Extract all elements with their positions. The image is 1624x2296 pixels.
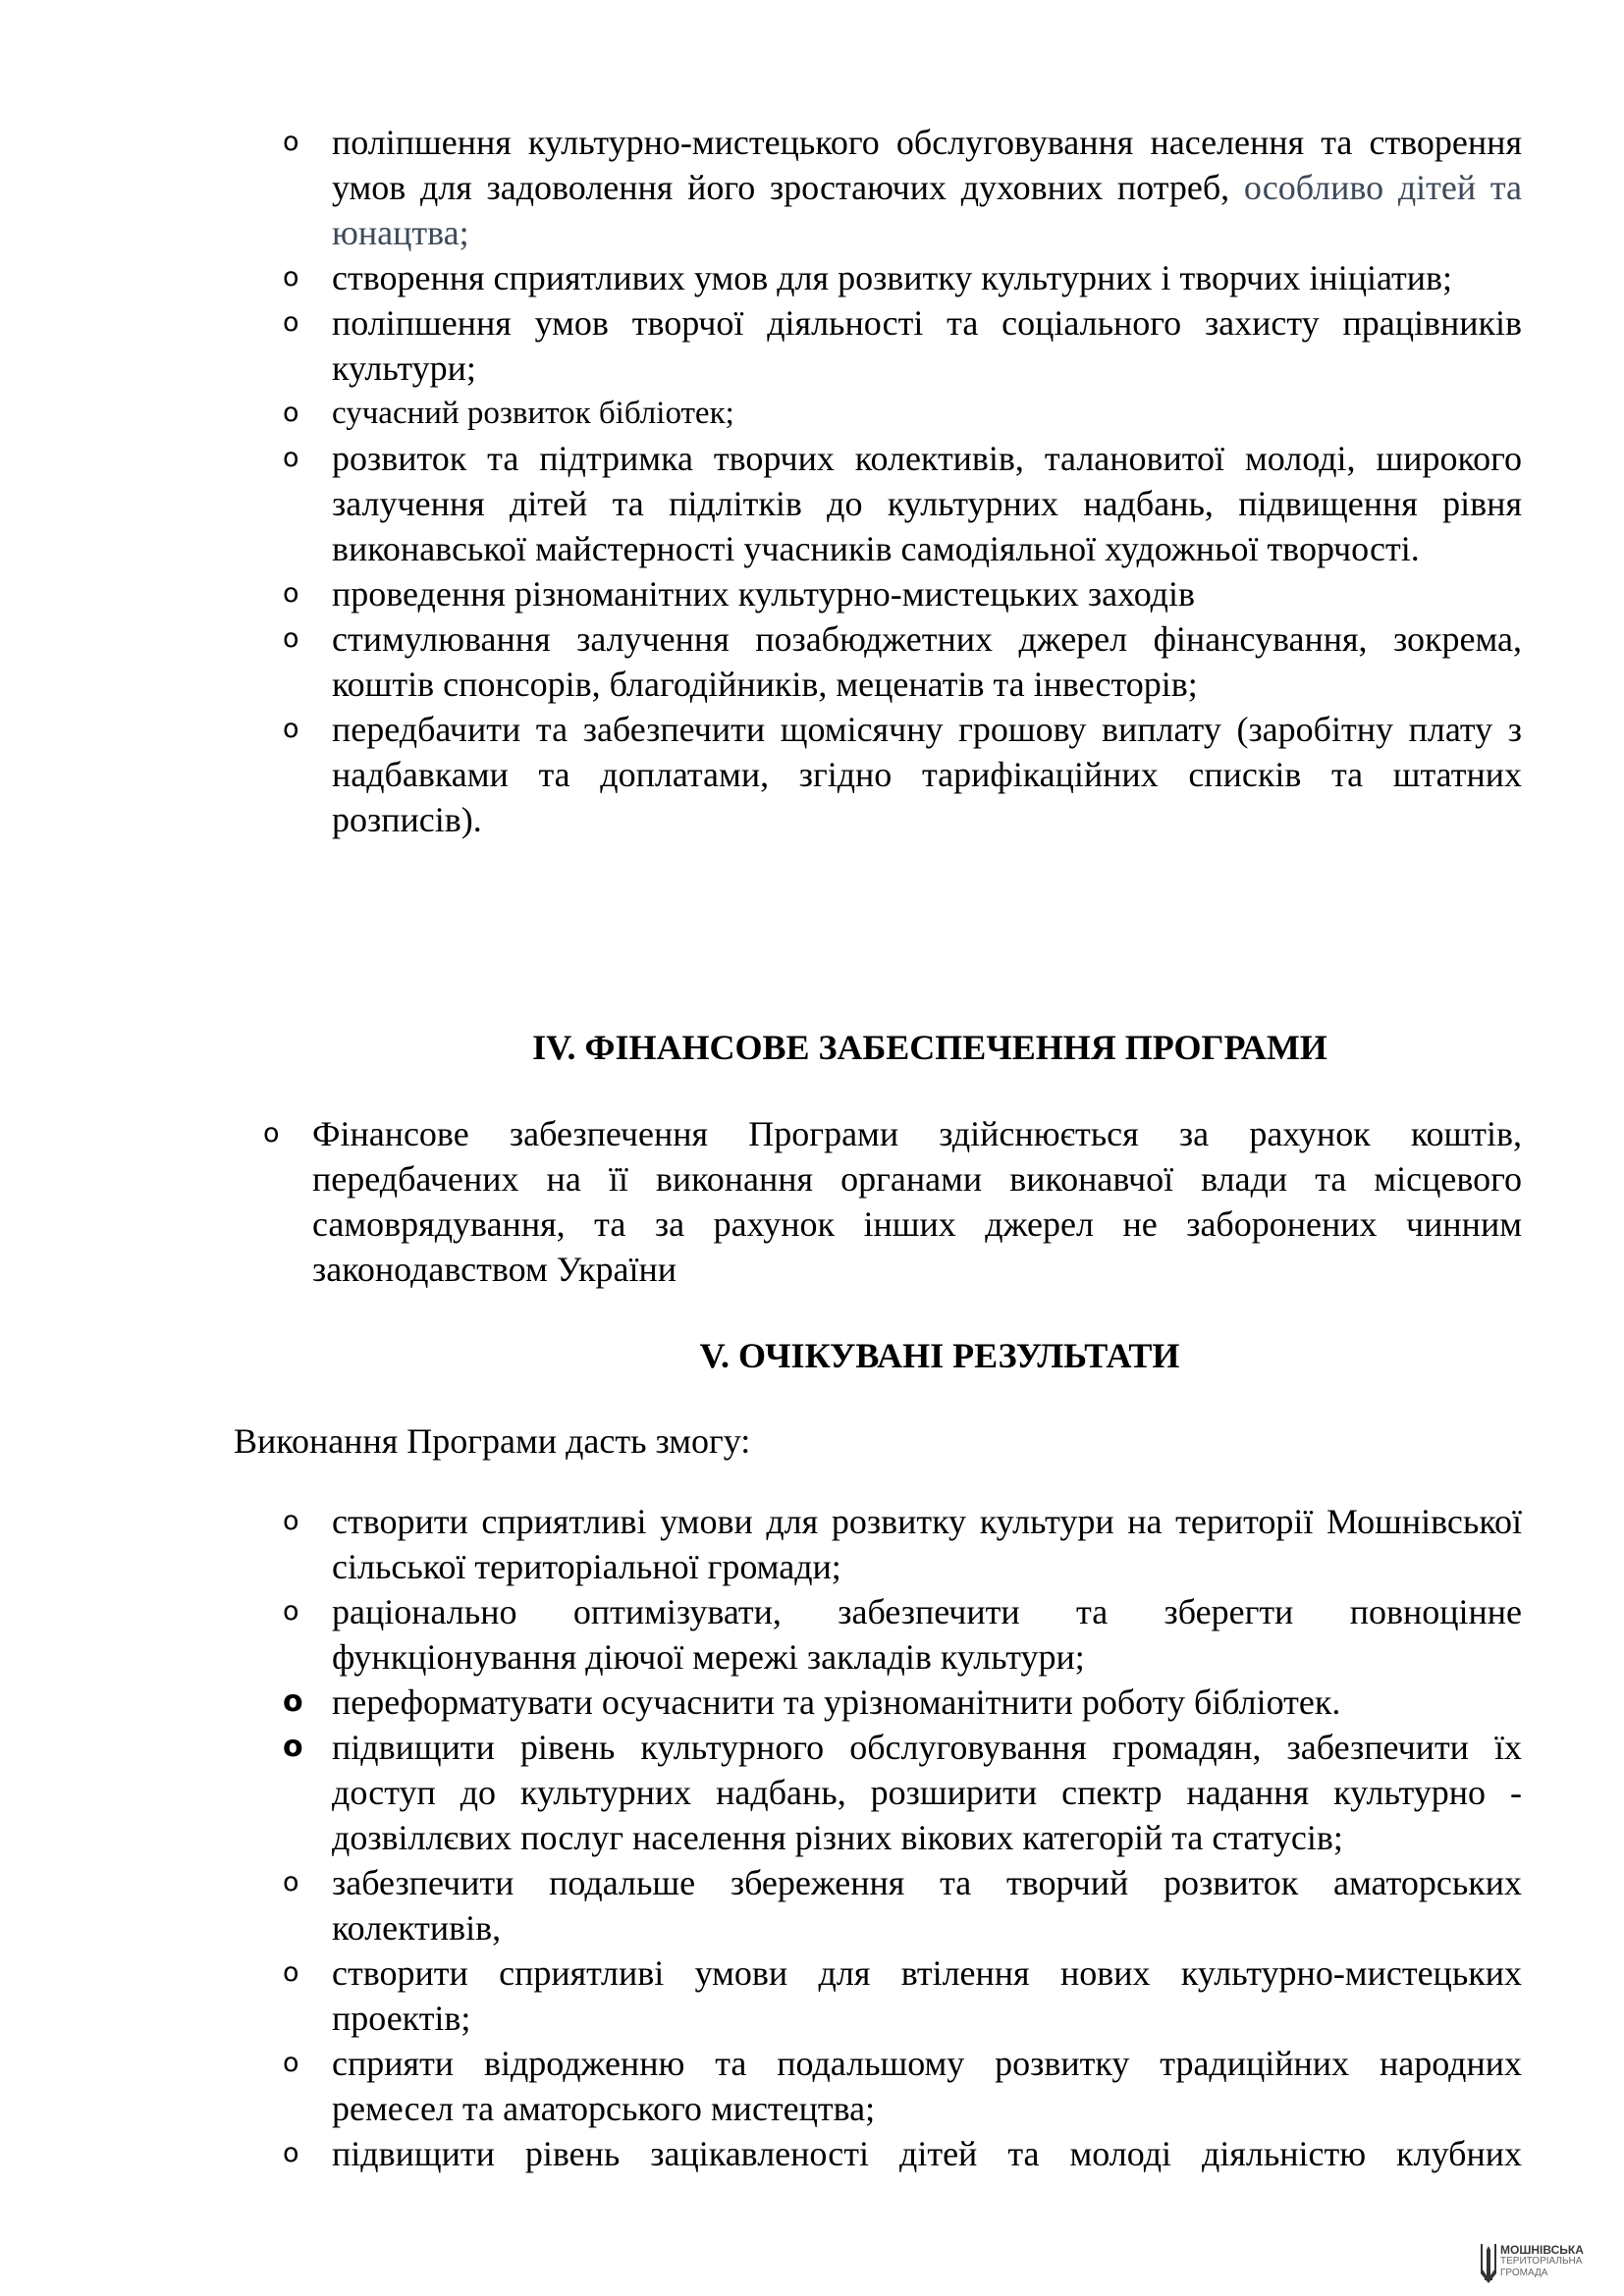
list-item — [283, 436, 1522, 571]
community-logo — [1500, 2244, 1584, 2279]
list-item-text: створення сприятливих умов для розвитку культурних і творчих ініціатив; — [332, 258, 1453, 297]
list-item-text: поліпшення культурно-мистецького обслуговування населення та створення умов для задоволення його зростаючих духовних потреб, — [332, 123, 1522, 207]
bullet-marker: o — [283, 1596, 299, 1627]
bullet-marker: o — [263, 1118, 280, 1148]
list-item-text: передбачити та забезпечити щомісячну грошову виплату (заробітну плату з надбавками та доплатами, згідно тарифікаційних списків та штатних розписів). — [332, 710, 1522, 839]
list-item — [283, 1950, 1522, 2041]
bullet-marker: o — [283, 1957, 299, 1988]
list-item-text: раціонально оптимізувати, забезпечити та зберегти повноцінне функціонування діючої мережі закладів культури; — [332, 1592, 1522, 1677]
section-heading-results: V. ОЧІКУВАНІ РЕЗУЛЬТАТИ — [699, 1336, 1180, 1375]
list-item-text-muted: особливо дітей та юнацтва; — [332, 168, 1522, 252]
list-item — [283, 391, 1522, 436]
objectives-list — [283, 120, 1522, 842]
list-item — [283, 707, 1522, 842]
list-item-text: сприяти відродженню та подальшому розвитку традиційних народних ремесел та аматорського мистецтва; — [332, 2044, 1522, 2128]
list-item — [283, 1589, 1522, 1680]
bullet-marker: o — [283, 1506, 299, 1536]
list-item — [283, 1725, 1522, 1860]
list-item-text: проведення різноманітних культурно-мистецьких заходів — [332, 574, 1195, 614]
list-item-text: створити сприятливі умови для втілення нових культурно-мистецьких проектів; — [332, 1953, 1522, 2038]
results-list — [283, 1499, 1522, 2176]
bullet-marker: o — [283, 1684, 303, 1719]
list-item-text: поліпшення умов творчої діяльності та соціального захисту працівників культури; — [332, 303, 1522, 388]
list-item-text: створити сприятливі умови для розвитку культури на території Мошнівської сільської територіальної громади; — [332, 1502, 1522, 1586]
bullet-marker: o — [283, 398, 299, 428]
list-item-text: підвищити рівень культурного обслуговування громадян, забезпечити їх доступ до культурних надбань, розширити спектр надання культурно - дозвіллєвих послуг населення різних вікових категорій та статусів; — [332, 1728, 1522, 1857]
bullet-marker: o — [283, 443, 299, 473]
logo-line-2: ТЕРИТОРІАЛЬНА — [1500, 2256, 1583, 2267]
bullet-marker: o — [283, 623, 299, 654]
list-item — [283, 2041, 1522, 2131]
list-item — [283, 1499, 1522, 1589]
list-item — [263, 1111, 1522, 1292]
bullet-marker: o — [283, 1867, 299, 1897]
logo-line-1: МОШНІВСЬКА — [1500, 2243, 1584, 2257]
finance-list — [263, 1111, 1522, 1292]
bullet-marker: o — [283, 127, 299, 157]
list-item-text: підвищити рівень зацікавленості дітей та молоді діяльністю клубних — [332, 2134, 1522, 2173]
list-item — [283, 616, 1522, 707]
results-intro: Виконання Програми дасть змогу: — [234, 1421, 751, 1461]
bullet-marker: o — [283, 714, 299, 744]
bullet-marker: o — [283, 2048, 299, 2078]
list-item-text: розвиток та підтримка творчих колективів, талановитої молоді, широкого залучення дітей та підлітків до культурних надбань, підвищення рівня виконавської майстерності учасників самодіяльної художньої творчості. — [332, 439, 1522, 568]
list-item — [283, 1680, 1522, 1725]
list-item-text: переформатувати осучаснити та урізноманітнити роботу бібліотек. — [332, 1682, 1341, 1722]
list-item-text: стимулювання залучення позабюджетних джерел фінансування, зокрема, коштів спонсорів, благодійників, меценатів та інвесторів; — [332, 619, 1522, 704]
list-item — [283, 1860, 1522, 1950]
bullet-marker: o — [283, 2138, 299, 2168]
list-item — [283, 571, 1522, 616]
list-item — [283, 2131, 1522, 2176]
bullet-marker: o — [283, 578, 299, 609]
list-item-text: сучасний розвиток бібліотек; — [332, 396, 734, 431]
list-item — [283, 255, 1522, 300]
bullet-marker: o — [283, 1730, 303, 1764]
logo-line-3: ГРОМАДА — [1500, 2268, 1548, 2278]
bullet-marker: o — [283, 307, 299, 338]
list-item — [283, 120, 1522, 255]
bullet-marker: o — [283, 262, 299, 293]
list-item-text: забезпечити подальше збереження та творчий розвиток аматорських колективів, — [332, 1863, 1522, 1948]
list-item — [283, 300, 1522, 391]
list-item-text: Фінансове забезпечення Програми здійснюється за рахунок коштів, передбачених на її виконання органами виконавчої влади та місцевого самоврядування, та за рахунок інших джерел не заборонених чинним законодавством України — [312, 1114, 1522, 1289]
section-heading-finance: IV. ФІНАНСОВЕ ЗАБЕСПЕЧЕННЯ ПРОГРАМИ — [532, 1028, 1327, 1067]
